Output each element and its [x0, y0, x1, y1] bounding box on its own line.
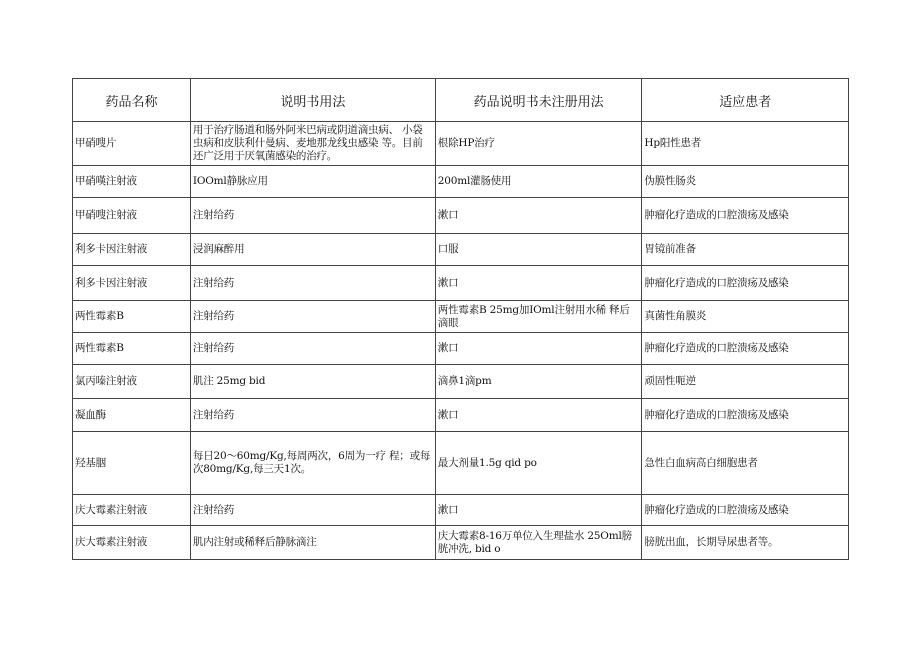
- cell-label-usage: 每日20～60mg/Kg,每周两次，6周为一疗 程；或每次80mg/Kg,每三天1次。: [190, 432, 435, 495]
- cell-indicated-patients: 肿瘤化疗造成的口腔溃疡及感染: [642, 495, 849, 526]
- cell-label-usage: 注射给药: [190, 198, 435, 234]
- cell-drug-name: 两性霉素B: [73, 333, 191, 365]
- cell-drug-name: 甲硝嗖片: [73, 122, 191, 166]
- table-row: [73, 198, 849, 234]
- cell-drug-name: 庆大霉素注射液: [73, 495, 191, 526]
- table-row: [73, 333, 849, 365]
- cell-indicated-patients: 肿瘤化疗造成的口腔溃疡及感染: [642, 333, 849, 365]
- cell-indicated-patients: 肿瘤化疗造成的口腔溃疡及感染: [642, 198, 849, 234]
- cell-indicated-patients: 胃镜前准备: [642, 234, 849, 266]
- header-drug-name: 药品名称: [73, 79, 191, 122]
- table-row: [73, 266, 849, 301]
- cell-drug-name: 利多卡因注射液: [73, 266, 191, 301]
- cell-offlabel-usage: 最大剂量1.5g qid po: [435, 432, 642, 495]
- cell-offlabel-usage: 庆大霉素8-16万单位入生理盐水 25Oml膀胱冲洗, bid o: [435, 526, 642, 560]
- cell-offlabel-usage: 滴鼻1滴pm: [435, 365, 642, 399]
- cell-label-usage: 注射给药: [190, 333, 435, 365]
- cell-indicated-patients: 肿瘤化疗造成的口腔溃疡及感染: [642, 399, 849, 432]
- table-row: [73, 399, 849, 432]
- table-row: [73, 234, 849, 266]
- cell-indicated-patients: 肿瘤化疗造成的口腔溃疡及感染: [642, 266, 849, 301]
- cell-offlabel-usage: 漱口: [435, 266, 642, 301]
- table-row: [73, 495, 849, 526]
- cell-drug-name: 凝血酶: [73, 399, 191, 432]
- cell-drug-name: 羟基胭: [73, 432, 191, 495]
- cell-offlabel-usage: 漱口: [435, 495, 642, 526]
- cell-offlabel-usage: 漱口: [435, 198, 642, 234]
- cell-label-usage: 用于治疗肠道和肠外阿米巴病或阴道滴虫病、 小袋虫病和皮肤利什曼病、麦地那龙线虫感染 等。目前还广泛用于厌氧菌感染的治疗。: [190, 122, 435, 166]
- cell-drug-name: 甲硝嘆注射液: [73, 166, 191, 198]
- header-row: [73, 79, 849, 122]
- cell-drug-name: 利多卡因注射液: [73, 234, 191, 266]
- cell-offlabel-usage: 两性霉素B 25mg加IOml注射用水稀 释后滴眼: [435, 301, 642, 333]
- cell-indicated-patients: 顽固性呃逆: [642, 365, 849, 399]
- table-row: [73, 166, 849, 198]
- cell-offlabel-usage: 漱口: [435, 399, 642, 432]
- cell-indicated-patients: Hp阳性患者: [642, 122, 849, 166]
- cell-offlabel-usage: 漱口: [435, 333, 642, 365]
- header-label-usage: 说明书用法: [190, 79, 435, 122]
- cell-indicated-patients: 真菌性角膜炎: [642, 301, 849, 333]
- cell-drug-name: 两性霉素B: [73, 301, 191, 333]
- header-offlabel-usage: 药品说明书未注册用法: [435, 79, 642, 122]
- table-row: [73, 122, 849, 166]
- cell-label-usage: 浸润麻醉用: [190, 234, 435, 266]
- cell-indicated-patients: 膀胱出血，长期导尿患者等。: [642, 526, 849, 560]
- header-indicated-patients: 适应患者: [642, 79, 849, 122]
- cell-label-usage: 肌内注射或稀释后静脉滴注: [190, 526, 435, 560]
- cell-label-usage: 注射给药: [190, 301, 435, 333]
- cell-drug-name: 庆大霉素注射液: [73, 526, 191, 560]
- drug-usage-table: [72, 78, 849, 560]
- table-row: [73, 526, 849, 560]
- cell-drug-name: 氯丙嗪注射液: [73, 365, 191, 399]
- cell-label-usage: 注射给药: [190, 399, 435, 432]
- table-row: [73, 365, 849, 399]
- cell-offlabel-usage: 根除HP治疗: [435, 122, 642, 166]
- cell-indicated-patients: 急性白血病高白细胞患者: [642, 432, 849, 495]
- cell-offlabel-usage: 口服: [435, 234, 642, 266]
- cell-label-usage: 注射给药: [190, 266, 435, 301]
- table-row: [73, 432, 849, 495]
- cell-label-usage: 肌注 25mg bid: [190, 365, 435, 399]
- cell-offlabel-usage: 200ml灌肠使用: [435, 166, 642, 198]
- cell-drug-name: 甲硝嗖注射液: [73, 198, 191, 234]
- cell-label-usage: IOOml静脉应用: [190, 166, 435, 198]
- cell-label-usage: 注射给药: [190, 495, 435, 526]
- cell-indicated-patients: 伪膜性肠炎: [642, 166, 849, 198]
- table-row: [73, 301, 849, 333]
